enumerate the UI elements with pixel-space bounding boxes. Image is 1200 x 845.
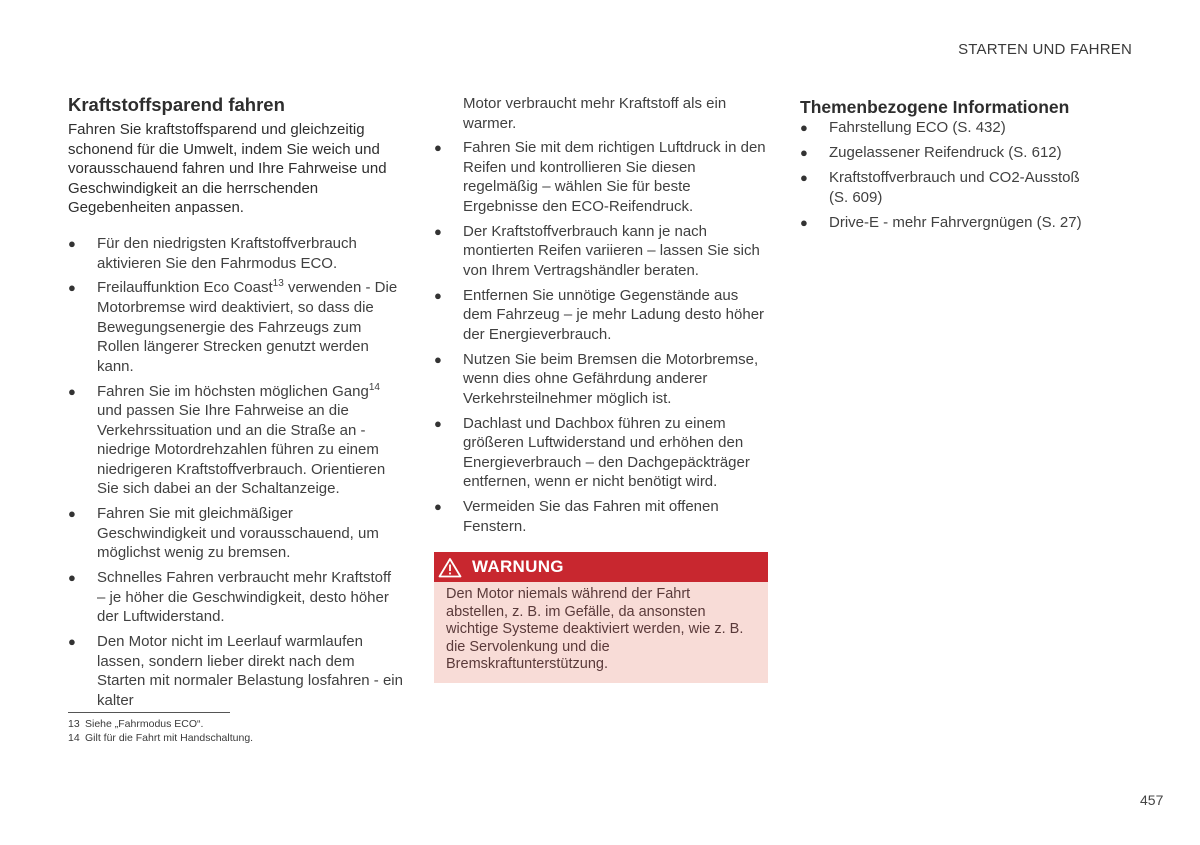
related-info-title: Themenbezogene Informationen <box>800 97 1070 117</box>
list-item: ● Fahren Sie im höchsten möglichen Gang$^{14}$ und passen Sie Ihre Fahrweise an die Verkehrssituation und an die Straße an - niedrige Motordrehzahlen führen zu einem niedrigeren Kraftstoffverbrauch. Orientieren Sie sich dabei an der Schaltanzeige. <box>68 381 386 498</box>
footnote-ref[interactable]: 14 <box>368 381 380 393</box>
bullet-icon: ● <box>434 287 442 303</box>
warning-box <box>434 552 768 683</box>
bullet-icon: ● <box>68 634 76 650</box>
bullet-icon: ● <box>434 415 442 431</box>
bullet-icon: ● <box>800 120 808 135</box>
related-link[interactable]: ● Fahrstellung ECO (S. 432) <box>800 119 1006 136</box>
page-number: 457 <box>1140 792 1164 808</box>
bullet-icon: ● <box>434 140 442 156</box>
list-item: ● Fahren Sie mit gleichmäßiger Geschwindigkeit und vorausschauend, um möglichst wenig zu bremsen. <box>68 505 379 562</box>
bullet-icon: ● <box>68 506 76 522</box>
warning-header <box>434 552 768 582</box>
bullet-icon: ● <box>68 235 76 251</box>
related-link[interactable]: ● Kraftstoffverbrauch und CO2-Ausstoß (S. 609) <box>800 169 1080 206</box>
list-item: ● Nutzen Sie beim Bremsen die Motorbremse, wenn dies ohne Gefährdung anderer Verkehrsteilnehmer möglich ist. <box>434 350 759 407</box>
tips-list-continued <box>434 138 768 536</box>
list-item: ● Fahren Sie mit dem richtigen Luftdruck in den Reifen und kontrollieren Sie diesen regelmäßig – wählen Sie für beste Ergebnisse den ECO-Reifendruck. <box>434 139 766 215</box>
footnote-divider <box>68 712 230 713</box>
bullet-icon: ● <box>434 499 442 515</box>
warning-triangle-icon <box>438 557 462 578</box>
bullet-icon: ● <box>68 280 76 296</box>
list-item: ● Vermeiden Sie das Fahren mit offenen Fenstern. <box>434 498 719 535</box>
list-item: ● Der Kraftstoffverbrauch kann je nach montierten Reifen variieren – lassen Sie sich von Ihrem Vertragshändler beraten. <box>434 222 760 279</box>
intro-paragraph: Fahren Sie kraftstoffsparend und gleichzeitig schonend für die Umwelt, indem Sie weich und vorausschauend fahren und Ihre Fahrweise und Geschwindigkeit an die herrschenden Gegebenheiten anpassen. <box>68 121 387 217</box>
footnotes <box>68 717 253 745</box>
column-middle <box>434 94 768 683</box>
list-item: ● Entfernen Sie unnötige Gegenstände aus dem Fahrzeug – je mehr Ladung desto höher der Energieverbrauch. <box>434 286 765 343</box>
warning-text: Den Motor niemals während der Fahrt abstellen, z. B. im Gefälle, da ansonsten wichtige Systeme deaktiviert werden, wie z. B. die Servolenkung und die Bremskraftunterstützung. <box>446 586 744 673</box>
related-link[interactable]: ● Drive-E - mehr Fahrvergnügen (S. 27) <box>800 213 1082 231</box>
warning-title: WARNUNG <box>472 557 564 577</box>
related-link[interactable]: ● Zugelassener Reifendruck (S. 612) <box>800 144 1062 162</box>
related-links-list <box>800 118 1100 232</box>
bullet-icon: ● <box>434 351 442 367</box>
list-item: ● Freilauffunktion Eco Coast$^{13}$ verwenden - Die Motorbremse wird deaktiviert, so dass die Bewegungsenergie des Fahrzeugs zum Rollen längerer Strecken genutzt werden kann. <box>68 278 398 375</box>
continued-text: Motor verbraucht mehr Kraftstoff als ein warmer. <box>463 95 727 132</box>
footnote: 13 Siehe „Fahrmodus ECO“. <box>68 718 204 730</box>
list-item: ● Für den niedrigsten Kraftstoffverbrauch aktivieren Sie den Fahrmodus ECO. <box>68 234 357 272</box>
bullet-icon: ● <box>800 145 808 161</box>
list-item: ● Den Motor nicht im Leerlauf warmlaufen lassen, sondern lieber direkt nach dem Starten mit normaler Belastung losfahren - ein kalter <box>68 633 403 709</box>
footnote-ref[interactable]: 13 <box>272 278 284 290</box>
column-left <box>68 94 403 716</box>
list-item: ● Dachlast und Dachbox führen zu einem größeren Luftwiderstand und erhöhen den Energieverbrauch – den Dachgepäckträger entfernen, wenn er nicht benötigt wird. <box>434 414 750 491</box>
bullet-icon: ● <box>434 223 442 239</box>
section-title: Kraftstoffsparend fahren <box>68 94 285 115</box>
list-item: ● Schnelles Fahren verbraucht mehr Kraftstoff – je höher die Geschwindigkeit, desto höher der Luftwiderstand. <box>68 569 392 626</box>
tips-list <box>68 234 403 711</box>
column-right <box>800 94 1100 238</box>
bullet-icon: ● <box>800 214 808 230</box>
section-header: STARTEN UND FAHREN <box>958 41 1132 58</box>
bullet-icon: ● <box>68 570 76 586</box>
bullet-icon: ● <box>68 383 76 399</box>
footnote: 14 Gilt für die Fahrt mit Handschaltung. <box>68 732 254 744</box>
bullet-icon: ● <box>800 170 808 186</box>
